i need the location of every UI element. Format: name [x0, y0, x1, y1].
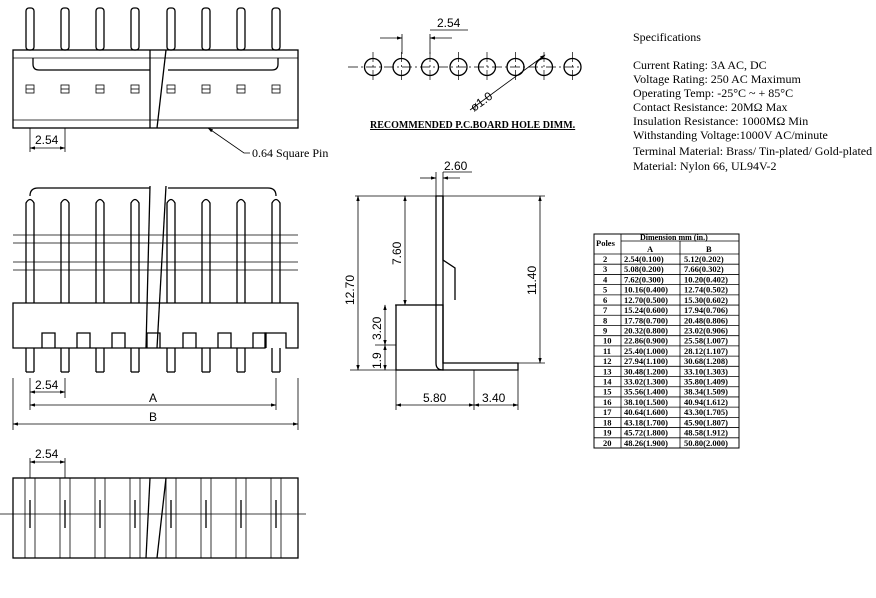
hole-caption: RECOMMENDED P.C.BOARD HOLE DIMM. — [370, 120, 576, 131]
table-cell-a: 20.32(0.800) — [624, 325, 668, 336]
table-cell-b: 40.94(1.612) — [684, 396, 728, 407]
housing-tooth — [112, 333, 125, 348]
table-cell-poles: 9 — [603, 325, 608, 336]
table-cell-b: 38.34(1.509) — [684, 386, 728, 397]
dimension-table — [594, 233, 739, 448]
table-cell-poles: 5 — [603, 284, 608, 295]
spec-line: Material: Nylon 66, UL94V-2 — [633, 159, 777, 173]
table-cell-poles: 12 — [603, 356, 612, 367]
top-view-pin — [96, 8, 104, 50]
top-view-latch-left — [33, 58, 150, 70]
table-cell-a: 48.26(1.900) — [624, 437, 668, 448]
table-cell-poles: 10 — [603, 335, 612, 346]
table-header-poles: Poles — [596, 238, 615, 248]
table-cell-b: 30.68(1.208) — [684, 356, 728, 367]
spec-line: Terminal Material: Brass/ Tin-plated/ Gold-plated — [633, 144, 873, 158]
table-cell-b: 33.10(1.303) — [684, 366, 728, 377]
table-cell-poles: 3 — [603, 264, 608, 275]
housing-tooth — [77, 333, 90, 348]
side-dim-top: 2.60 — [444, 159, 468, 173]
top-view-pin — [272, 8, 280, 50]
side-dim-upper: 7.60 — [390, 241, 404, 265]
hole-pattern — [348, 16, 582, 131]
housing-tooth — [42, 333, 55, 348]
table-cell-b: 45.90(1.807) — [684, 417, 728, 428]
table-cell-a: 2.54(0.100) — [624, 254, 664, 265]
table-cell-b: 12.74(0.502) — [684, 284, 728, 295]
table-cell-b: 35.80(1.409) — [684, 376, 728, 387]
pin-note-leader — [208, 128, 250, 153]
table-cell-a: 27.94(1.100) — [624, 356, 668, 367]
dim-a-label: A — [149, 391, 158, 405]
hole-dia-label: ø1.0 — [467, 88, 496, 115]
side-dim-bottom-left: 5.80 — [423, 391, 447, 405]
table-cell-b: 23.02(0.906) — [684, 325, 728, 336]
table-cell-b: 43.30(1.705) — [684, 407, 728, 418]
table-cell-a: 25.40(1.000) — [624, 345, 668, 356]
table-cell-b: 50.80(2.000) — [684, 437, 728, 448]
front-view-housing — [13, 303, 298, 348]
table-cell-a: 35.56(1.400) — [624, 386, 668, 397]
table-header-a: A — [647, 244, 654, 254]
housing-tooth — [183, 333, 196, 348]
table-cell-poles: 11 — [603, 345, 612, 356]
side-dim-total: 12.70 — [343, 274, 357, 305]
front-view-housing-teeth — [42, 333, 266, 348]
table-cell-poles: 8 — [603, 315, 608, 326]
front-latch-top-right — [168, 188, 276, 196]
top-view — [13, 8, 328, 160]
top-view-latch-right — [168, 58, 278, 70]
table-cell-a: 40.64(1.600) — [624, 407, 668, 418]
bottom-view-housing — [13, 478, 298, 558]
table-cell-a: 12.70(0.500) — [624, 294, 668, 305]
side-dim-bottom-right: 3.40 — [482, 391, 506, 405]
spec-line: Voltage Rating: 250 AC Maximum — [633, 72, 801, 86]
spec-line: Operating Temp: -25°C ~ + 85°C — [633, 86, 794, 100]
front-view-pin — [61, 200, 69, 304]
spec-line: Current Rating: 3A AC, DC — [633, 58, 767, 72]
table-cell-b: 25.58(1.007) — [684, 335, 728, 346]
bottom-view-pins — [25, 478, 281, 558]
table-cell-poles: 15 — [603, 386, 612, 397]
hole-pitch-label: 2.54 — [437, 16, 461, 30]
front-view-pin — [237, 200, 245, 304]
front-view-pin — [202, 200, 210, 304]
front-view-pins — [26, 200, 280, 373]
table-cell-poles: 6 — [603, 294, 608, 305]
table-cell-a: 10.16(0.400) — [624, 284, 668, 295]
specifications-block — [633, 30, 872, 173]
table-cell-b: 17.94(0.706) — [684, 305, 728, 316]
side-dim-bottom: 1.9 — [370, 352, 384, 369]
top-view-pin — [26, 8, 34, 50]
top-view-pin — [61, 8, 69, 50]
front-latch-top-left — [30, 188, 150, 196]
table-cell-poles: 4 — [603, 274, 608, 285]
table-cell-b: 48.58(1.912) — [684, 427, 728, 438]
top-view-housing — [13, 50, 298, 128]
top-view-pin — [237, 8, 245, 50]
table-cell-a: 38.10(1.500) — [624, 396, 668, 407]
table-cell-b: 10.20(0.402) — [684, 274, 728, 285]
table-cell-poles: 17 — [603, 407, 612, 418]
front-view-pin — [96, 200, 104, 304]
table-cell-a: 22.86(0.900) — [624, 335, 668, 346]
specifications-title: Specifications — [633, 30, 701, 44]
table-cell-poles: 18 — [603, 417, 612, 428]
table-cell-a: 43.18(1.700) — [624, 417, 668, 428]
table-cell-a: 45.72(1.800) — [624, 427, 668, 438]
table-cell-a: 33.02(1.300) — [624, 376, 668, 387]
top-view-pin — [167, 8, 175, 50]
table-cell-a: 5.08(0.200) — [624, 264, 664, 275]
side-view — [343, 159, 545, 410]
table-cell-poles: 19 — [603, 427, 612, 438]
table-cell-poles: 16 — [603, 396, 612, 407]
table-cell-poles: 7 — [603, 305, 608, 316]
top-view-break-2 — [157, 50, 166, 128]
table-cell-poles: 2 — [603, 254, 608, 265]
front-view-pin — [131, 200, 139, 304]
table-cell-poles: 14 — [603, 376, 612, 387]
table-cell-b: 20.48(0.806) — [684, 315, 728, 326]
table-header-dimension: Dimension mm (in.) — [640, 233, 708, 242]
spec-line: Insulation Resistance: 1000MΩ Min — [633, 114, 809, 128]
top-view-pin — [202, 8, 210, 50]
side-dim-right: 11.40 — [525, 265, 539, 295]
table-cell-b: 15.30(0.602) — [684, 294, 728, 305]
top-view-pin — [131, 8, 139, 50]
table-cell-poles: 13 — [603, 366, 612, 377]
front-view-pin — [272, 200, 280, 304]
bottom-pitch-label: 2.54 — [35, 447, 59, 461]
top-view-pitch-label: 2.54 — [35, 133, 59, 147]
table-cell-poles: 20 — [603, 437, 612, 448]
spec-line: Withstanding Voltage:1000V AC/minute — [633, 128, 828, 142]
housing-tooth — [218, 333, 231, 348]
front-view — [13, 186, 298, 430]
front-pitch-label: 2.54 — [35, 378, 59, 392]
side-pin — [436, 196, 518, 370]
spec-line: Contact Resistance: 20MΩ Max — [633, 100, 788, 114]
front-view-pin — [26, 200, 34, 304]
bottom-view — [0, 447, 306, 558]
pin-note-label: 0.64 Square Pin — [252, 146, 329, 160]
table-header-b: B — [706, 244, 712, 254]
table-cell-b: 5.12(0.202) — [684, 254, 724, 265]
side-dim-body: 3.20 — [370, 316, 384, 340]
table-cell-a: 30.48(1.200) — [624, 366, 668, 377]
housing-tooth — [253, 333, 266, 348]
front-view-pin — [167, 200, 175, 304]
table-cell-a: 17.78(0.700) — [624, 315, 668, 326]
table-cell-a: 7.62(0.300) — [624, 274, 664, 285]
table-cell-a: 15.24(0.600) — [624, 305, 668, 316]
table-rows — [594, 254, 739, 448]
table-cell-b: 7.66(0.302) — [684, 264, 724, 275]
dim-b-label: B — [149, 410, 158, 424]
table-cell-b: 28.12(1.107) — [684, 345, 728, 356]
